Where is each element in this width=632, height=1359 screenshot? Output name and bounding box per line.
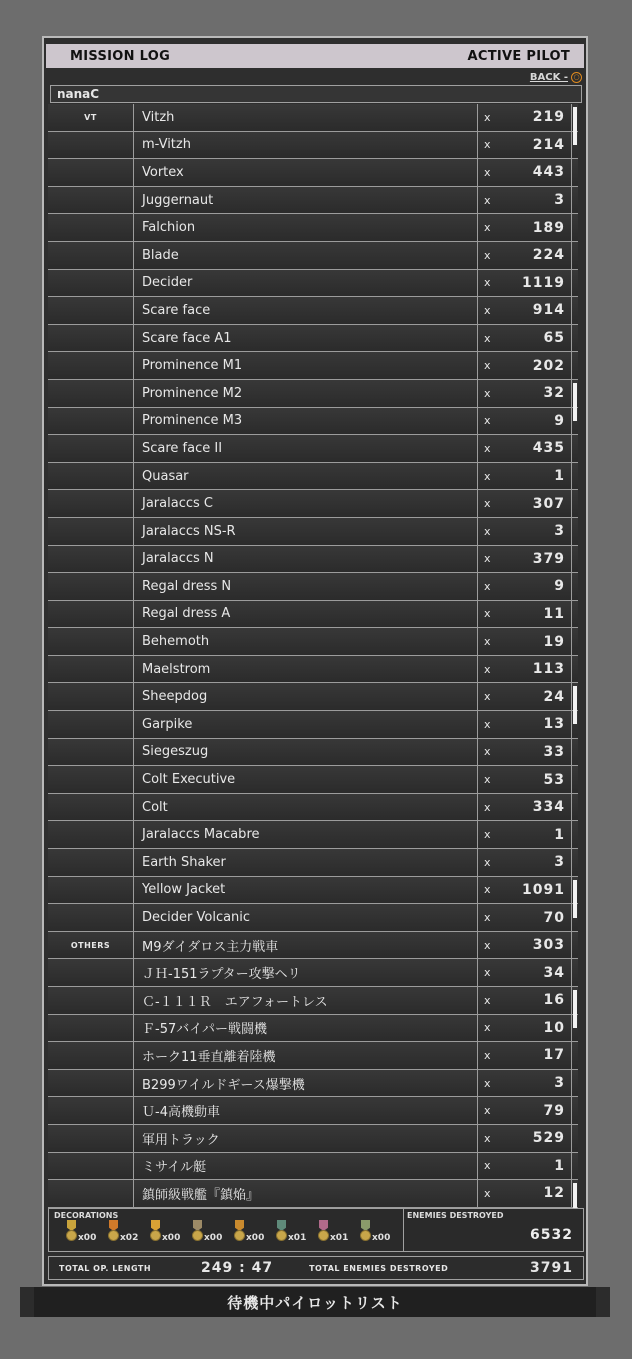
medal-count: x00 [162,1233,181,1243]
row-unit-name: Ｕ-4高機動車 [134,1097,478,1124]
row-multiplier: x [484,497,491,511]
scroll-track [572,683,578,710]
table-row[interactable] [48,242,578,270]
row-unit-name: Earth Shaker [134,849,478,876]
table-row[interactable] [48,849,578,877]
scroll-track [572,849,578,876]
row-kill-count: 9 [498,573,572,600]
medal-icon [191,1219,229,1249]
row-unit-name: Jaralaccs N [134,546,478,573]
table-row[interactable] [48,325,578,353]
row-kill-count: 202 [498,352,572,379]
row-category [48,601,134,628]
medal-disc [150,1230,161,1241]
row-kill-count: 224 [498,242,572,269]
row-multiplier: x [484,414,491,428]
row-kill-count: 19 [498,628,572,655]
row-category [48,877,134,904]
medal-icon [149,1219,187,1249]
row-category [48,408,134,435]
row-kill-count: 32 [498,380,572,407]
back-button[interactable] [530,70,582,84]
table-row[interactable] [48,187,578,215]
row-multiplier: x [484,690,491,704]
row-kill-count: 10 [498,1015,572,1042]
row-unit-name: 鎮師級戦艦『鎮焔』 [134,1180,478,1207]
scroll-track [572,821,578,848]
row-category [48,794,134,821]
row-multiplier: x [484,938,491,952]
circle-button-icon: ○ [571,72,582,83]
row-kill-count: 334 [498,794,572,821]
row-kill-count: 3 [498,187,572,214]
total-enemies-label: TOTAL ENEMIES DESTROYED [309,1263,449,1273]
row-unit-name: Blade [134,242,478,269]
scroll-track [572,546,578,573]
row-kill-count: 16 [498,987,572,1014]
scroll-track [572,297,578,324]
row-category [48,1015,134,1042]
table-row[interactable] [48,766,578,794]
row-kill-count: 1091 [498,877,572,904]
table-row[interactable] [48,601,578,629]
summary-footer [48,1208,584,1252]
row-category [48,683,134,710]
decorations-label: DECORATIONS [54,1211,119,1220]
total-op-length-label: TOTAL OP. LENGTH [59,1263,152,1273]
row-unit-name: Quasar [134,463,478,490]
row-unit-name: Regal dress A [134,601,478,628]
row-unit-name: Yellow Jacket [134,877,478,904]
row-multiplier: x [484,441,491,455]
row-unit-name: Jaralaccs Macabre [134,821,478,848]
row-unit-name: Decider Volcanic [134,904,478,931]
row-kill-count: 3 [498,518,572,545]
table-row[interactable] [48,1015,578,1043]
table-row[interactable] [48,159,578,187]
row-unit-name: Maelstrom [134,656,478,683]
scroll-track [572,408,578,435]
row-unit-name: ミサイル艇 [134,1153,478,1180]
row-unit-name: Juggernaut [134,187,478,214]
scroll-track [572,242,578,269]
table-row[interactable] [48,877,578,905]
row-unit-name: Scare face A1 [134,325,478,352]
scroll-track [572,1125,578,1152]
row-multiplier: x [484,773,491,787]
row-kill-count: 307 [498,490,572,517]
scroll-track [572,904,578,931]
row-category [48,214,134,241]
panel-header [46,44,584,68]
scroll-track [572,628,578,655]
row-multiplier: x [484,193,491,207]
scroll-track [572,711,578,738]
row-category [48,435,134,462]
scroll-track [572,1070,578,1097]
table-row[interactable] [48,739,578,767]
row-category [48,849,134,876]
row-category [48,959,134,986]
medal-disc [234,1230,245,1241]
medal-icon [359,1219,397,1249]
table-row[interactable] [48,104,578,132]
row-kill-count: 24 [498,683,572,710]
row-unit-name: Scare face II [134,435,478,462]
row-multiplier: x [484,966,491,980]
row-multiplier: x [484,1104,491,1118]
row-unit-name: Sheepdog [134,683,478,710]
table-row[interactable] [48,821,578,849]
scroll-track [572,463,578,490]
row-kill-count: 65 [498,325,572,352]
row-category [48,656,134,683]
scroll-track [572,601,578,628]
table-row[interactable] [48,711,578,739]
row-multiplier: x [484,469,491,483]
table-row[interactable] [48,1097,578,1125]
table-row[interactable] [48,904,578,932]
back-label: BACK - [529,71,568,83]
scroll-track [572,1097,578,1124]
medal-icon [65,1219,103,1249]
row-category: OTHERS [48,932,134,959]
table-row[interactable] [48,987,578,1015]
scroll-track [572,987,578,1014]
row-unit-name: 軍用トラック [134,1125,478,1152]
row-kill-count: 1 [498,463,572,490]
table-row[interactable] [48,573,578,601]
row-kill-count: 3 [498,1070,572,1097]
row-unit-name: Vitzh [134,104,478,131]
enemies-destroyed-label: ENEMIES DESTROYED [407,1211,504,1220]
row-multiplier: x [484,1131,491,1145]
row-multiplier: x [484,607,491,621]
row-multiplier: x [484,635,491,649]
medal-disc [108,1230,119,1241]
row-category [48,739,134,766]
medal-icon [317,1219,355,1249]
row-kill-count: 34 [498,959,572,986]
enemies-destroyed-value: 6532 [530,1227,573,1243]
row-category [48,352,134,379]
scroll-track [572,352,578,379]
decorations-section [49,1209,404,1251]
row-category [48,821,134,848]
scroll-track [572,490,578,517]
row-category [48,270,134,297]
row-multiplier: x [484,993,491,1007]
table-row[interactable] [48,214,578,242]
row-kill-count: 9 [498,408,572,435]
row-unit-name: Behemoth [134,628,478,655]
row-kill-count: 79 [498,1097,572,1124]
row-unit-name: Jaralaccs C [134,490,478,517]
row-kill-count: 17 [498,1042,572,1069]
medal-icon [275,1219,313,1249]
row-unit-name: Colt [134,794,478,821]
table-row[interactable] [48,270,578,298]
total-op-length-value: 249 : 47 [201,1260,274,1276]
row-unit-name: Jaralaccs NS-R [134,518,478,545]
kill-list[interactable] [48,104,578,1208]
medal-disc [192,1230,203,1241]
row-unit-name: Vortex [134,159,478,186]
medal-count: x00 [78,1233,97,1243]
row-multiplier: x [484,248,491,262]
row-multiplier: x [484,855,491,869]
row-unit-name: Ｆ-57バイパー戦闘機 [134,1015,478,1042]
row-category [48,380,134,407]
row-kill-count: 189 [498,214,572,241]
row-category [48,766,134,793]
row-kill-count: 1 [498,1153,572,1180]
row-category [48,242,134,269]
scroll-track [572,270,578,297]
row-multiplier: x [484,1186,491,1200]
row-category [48,546,134,573]
row-kill-count: 13 [498,711,572,738]
table-row[interactable] [48,1125,578,1153]
table-row[interactable] [48,932,578,960]
row-unit-name: Regal dress N [134,573,478,600]
row-kill-count: 443 [498,159,572,186]
standby-pilot-list-label: 待機中パイロットリスト [227,1293,403,1312]
table-row[interactable] [48,546,578,574]
table-row[interactable] [48,380,578,408]
table-row[interactable] [48,435,578,463]
row-category [48,1125,134,1152]
row-multiplier: x [484,800,491,814]
row-category [48,132,134,159]
table-row[interactable] [48,352,578,380]
row-unit-name: Prominence M3 [134,408,478,435]
row-category [48,187,134,214]
row-unit-name: Prominence M1 [134,352,478,379]
row-unit-name: Colt Executive [134,766,478,793]
table-row[interactable] [48,794,578,822]
row-multiplier: x [484,662,491,676]
row-kill-count: 12 [498,1180,572,1207]
scroll-track [572,959,578,986]
row-multiplier: x [484,1021,491,1035]
row-unit-name: Falchion [134,214,478,241]
row-category [48,573,134,600]
row-multiplier: x [484,386,491,400]
row-unit-name: Decider [134,270,478,297]
row-unit-name: Prominence M2 [134,380,478,407]
row-multiplier: x [484,552,491,566]
medal-count: x00 [246,1233,265,1243]
row-unit-name: Scare face [134,297,478,324]
row-multiplier: x [484,579,491,593]
row-unit-name: m-Vitzh [134,132,478,159]
row-unit-name: ホーク11垂直離着陸機 [134,1042,478,1069]
table-row[interactable] [48,1180,578,1208]
medal-count: x01 [330,1233,349,1243]
row-category [48,1042,134,1069]
scroll-track [572,739,578,766]
pilot-name: nanaC [50,85,582,103]
medal-count: x00 [372,1233,391,1243]
row-category [48,1180,134,1207]
row-multiplier: x [484,745,491,759]
scroll-track [572,104,578,131]
table-row[interactable] [48,297,578,325]
row-kill-count: 914 [498,297,572,324]
row-kill-count: 219 [498,104,572,131]
scroll-track [572,380,578,407]
row-kill-count: 53 [498,766,572,793]
medal-count: x01 [288,1233,307,1243]
medal-icon [107,1219,145,1249]
row-multiplier: x [484,221,491,235]
scroll-track [572,1180,578,1207]
medal-icon [233,1219,271,1249]
row-category [48,159,134,186]
standby-pilot-list-tab[interactable] [20,1287,610,1317]
scroll-track [572,325,578,352]
medal-list [65,1219,397,1249]
medal-disc [318,1230,329,1241]
row-kill-count: 33 [498,739,572,766]
medal-count: x02 [120,1233,139,1243]
row-unit-name: ＪＨ-151ラプター攻撃ヘリ [134,959,478,986]
row-multiplier: x [484,828,491,842]
table-row[interactable] [48,1042,578,1070]
row-multiplier: x [484,303,491,317]
row-kill-count: 435 [498,435,572,462]
scroll-track [572,518,578,545]
medal-disc [276,1230,287,1241]
row-multiplier: x [484,524,491,538]
row-category [48,904,134,931]
row-multiplier: x [484,717,491,731]
scroll-track [572,932,578,959]
row-unit-name: Garpike [134,711,478,738]
row-multiplier: x [484,165,491,179]
scroll-track [572,435,578,462]
row-category [48,711,134,738]
table-row[interactable] [48,628,578,656]
row-kill-count: 1 [498,821,572,848]
row-kill-count: 529 [498,1125,572,1152]
row-multiplier: x [484,359,491,373]
row-kill-count: 11 [498,601,572,628]
active-pilot-label: ACTIVE PILOT [467,48,570,64]
row-kill-count: 3 [498,849,572,876]
scroll-track [572,159,578,186]
row-multiplier: x [484,331,491,345]
row-multiplier: x [484,110,491,124]
row-multiplier: x [484,1048,491,1062]
enemies-destroyed-section [404,1209,583,1251]
row-multiplier: x [484,1076,491,1090]
row-category [48,1070,134,1097]
row-multiplier: x [484,883,491,897]
table-row[interactable] [48,490,578,518]
scroll-track [572,1042,578,1069]
row-category: VT [48,104,134,131]
row-category [48,518,134,545]
scroll-track [572,794,578,821]
row-multiplier: x [484,1159,491,1173]
table-row[interactable] [48,132,578,160]
table-row[interactable] [48,463,578,491]
row-kill-count: 1119 [498,270,572,297]
row-kill-count: 113 [498,656,572,683]
scroll-track [572,1153,578,1180]
totals-bar [48,1256,584,1280]
row-unit-name: M9ダイダロス主力戦車 [134,932,478,959]
scroll-track [572,573,578,600]
table-row[interactable] [48,656,578,684]
mission-log-panel [42,36,588,1286]
scroll-track [572,766,578,793]
row-category [48,628,134,655]
scroll-track [572,877,578,904]
row-multiplier: x [484,276,491,290]
row-category [48,325,134,352]
row-category [48,463,134,490]
scroll-track [572,214,578,241]
medal-count: x00 [204,1233,223,1243]
row-kill-count: 70 [498,904,572,931]
row-unit-name: Ｃ-１１１Ｒ エアフォートレス [134,987,478,1014]
scroll-track [572,132,578,159]
medal-disc [66,1230,77,1241]
row-kill-count: 303 [498,932,572,959]
table-row[interactable] [48,518,578,546]
table-row[interactable] [48,408,578,436]
row-category [48,490,134,517]
medal-disc [360,1230,371,1241]
scroll-track [572,1015,578,1042]
total-enemies-value: 3791 [530,1260,573,1276]
mission-log-title: MISSION LOG [70,48,171,64]
table-row[interactable] [48,683,578,711]
row-category [48,1097,134,1124]
table-row[interactable] [48,959,578,987]
row-kill-count: 379 [498,546,572,573]
scroll-track [572,187,578,214]
table-row[interactable] [48,1153,578,1181]
row-category [48,297,134,324]
row-category [48,987,134,1014]
row-unit-name: Siegeszug [134,739,478,766]
table-row[interactable] [48,1070,578,1098]
scroll-track [572,656,578,683]
row-multiplier: x [484,138,491,152]
row-kill-count: 214 [498,132,572,159]
row-category [48,1153,134,1180]
row-unit-name: B299ワイルドギース爆撃機 [134,1070,478,1097]
row-multiplier: x [484,911,491,925]
